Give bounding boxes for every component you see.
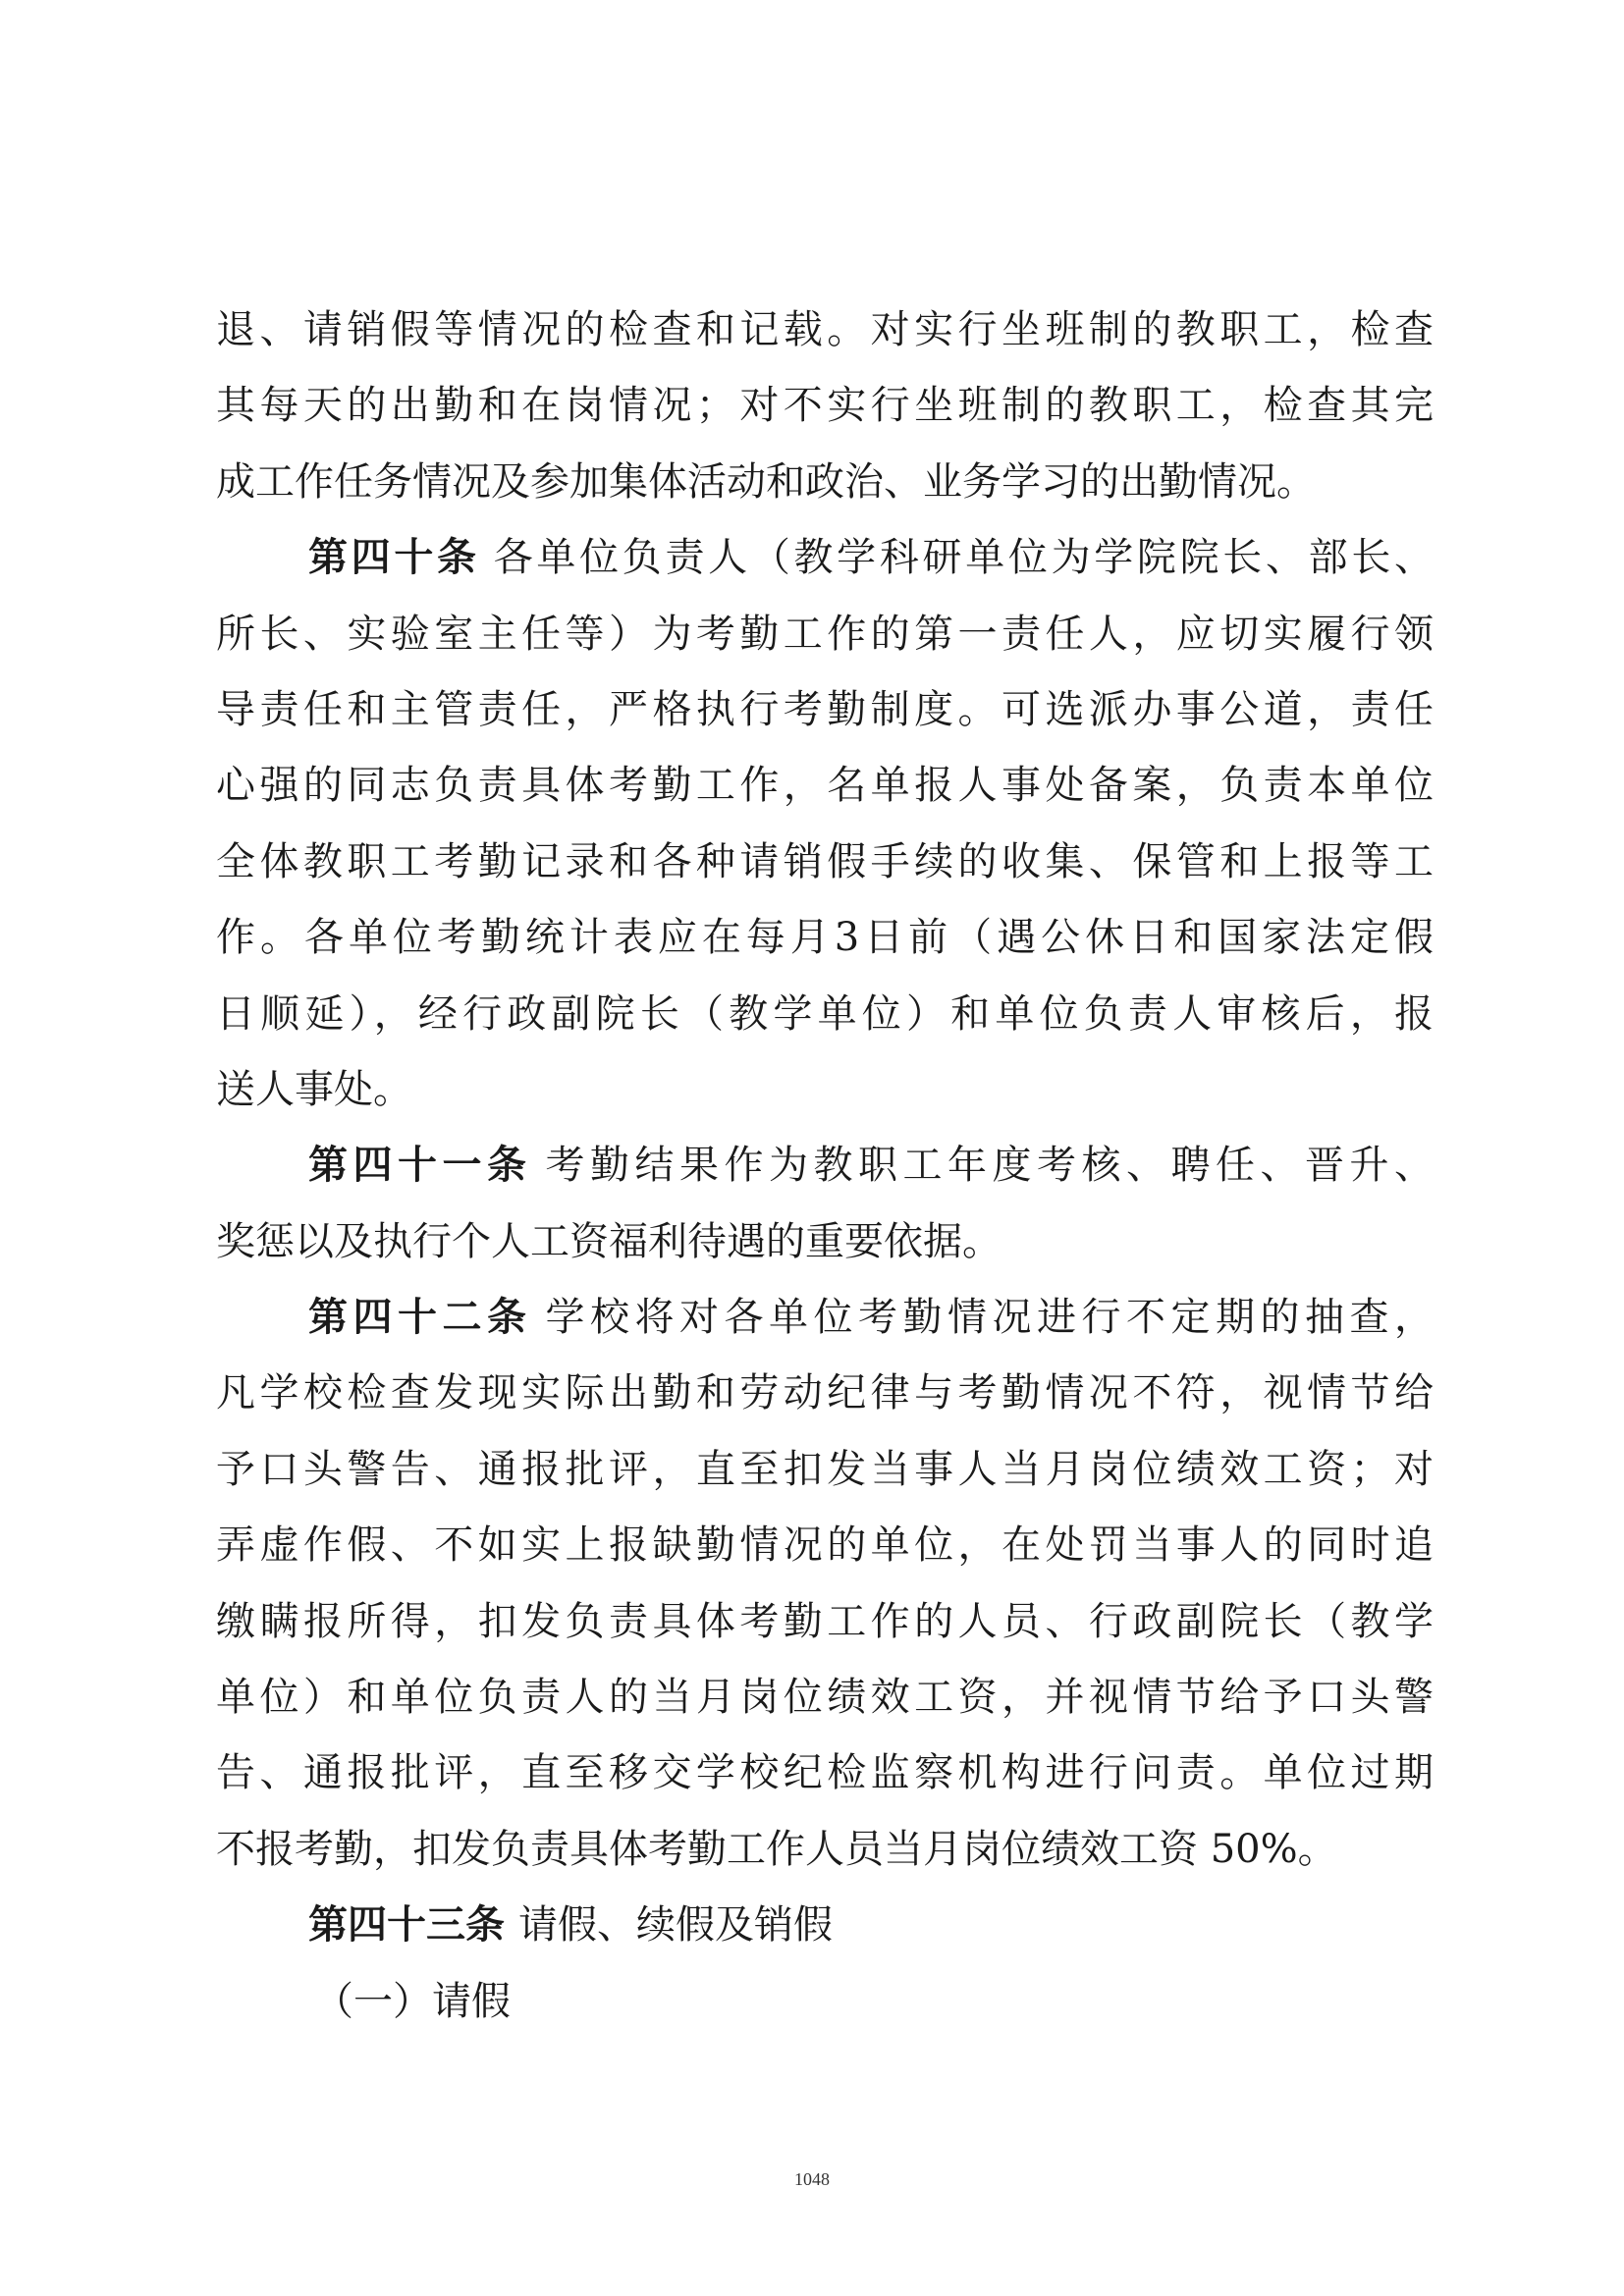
text-line: 退、请销假等情况的检查和记载。对实行坐班制的教职工，检查	[216, 307, 1434, 352]
text-line: 送人事处。	[216, 1066, 412, 1112]
text-line: 各单位负责人（教学科研单位为学院院长、部长、	[493, 535, 1435, 581]
text-line: 其每天的出勤和在岗情况；对不实行坐班制的教职工，检查其完	[216, 383, 1434, 429]
text-line: 作。各单位考勤统计表应在每月3日前（遇公休日和国家法定假	[216, 915, 1434, 961]
text-line: 请假、续假及销假	[518, 1902, 833, 1949]
text-line: 心强的同志负责具体考勤工作，名单报人事处备案，负责本单位	[216, 763, 1434, 809]
article-41-first-line	[216, 1128, 1434, 1203]
text-line: 缴瞒报所得，扣发负责具体考勤工作的人员、行政副院长（教学	[216, 1598, 1434, 1644]
article-40-title: 第四十条	[308, 535, 480, 581]
text-line: 日顺延），经行政副院长（教学单位）和单位负责人审核后，报	[216, 990, 1434, 1037]
text-line: 所长、实验室主任等）为考勤工作的第一责任人，应切实履行领	[216, 611, 1434, 657]
text-line: 考勤结果作为教职工年度考核、聘任、晋升、	[545, 1143, 1434, 1189]
text-line: 告、通报批评，直至移交学校纪检监察机构进行问责。单位过期	[216, 1750, 1434, 1796]
text-line: 学校将对各单位考勤情况进行不定期的抽查，	[545, 1295, 1434, 1341]
list-item-heading: （一）请假	[314, 1978, 511, 2024]
text-line: 凡学校检查发现实际出勤和劳动纪律与考勤情况不符，视情节给	[216, 1370, 1434, 1416]
text-line: 弄虚作假、不如实上报缺勤情况的单位，在处罚当事人的同时追	[216, 1522, 1434, 1569]
document-body	[216, 293, 1434, 2040]
text-line: 予口头警告、通报批评，直至扣发当事人当月岗位绩效工资；对	[216, 1446, 1434, 1492]
text-line: 导责任和主管责任，严格执行考勤制度。可选派办事公道，责任	[216, 686, 1434, 732]
article-41-title: 第四十一条	[308, 1143, 532, 1189]
article-43-first-line	[216, 1888, 1434, 1963]
article-43-title: 第四十三条	[308, 1902, 505, 1949]
text-line: 奖惩以及执行个人工资福利待遇的重要依据。	[216, 1218, 1001, 1264]
article-42-first-line	[216, 1280, 1434, 1356]
article-40-first-line	[216, 520, 1434, 596]
text-line: 单位）和单位负责人的当月岗位绩效工资，并视情节给予口头警	[216, 1675, 1434, 1721]
text-line: 全体教职工考勤记录和各种请销假手续的收集、保管和上报等工	[216, 838, 1434, 884]
page-number: 1048	[794, 2169, 830, 2189]
text-line: 不报考勤，扣发负责具体考勤工作人员当月岗位绩效工资 50%。	[216, 1826, 1337, 1872]
article-42-title: 第四十二条	[308, 1295, 532, 1341]
text-line: 成工作任务情况及参加集体活动和政治、业务学习的出勤情况。	[216, 458, 1316, 505]
